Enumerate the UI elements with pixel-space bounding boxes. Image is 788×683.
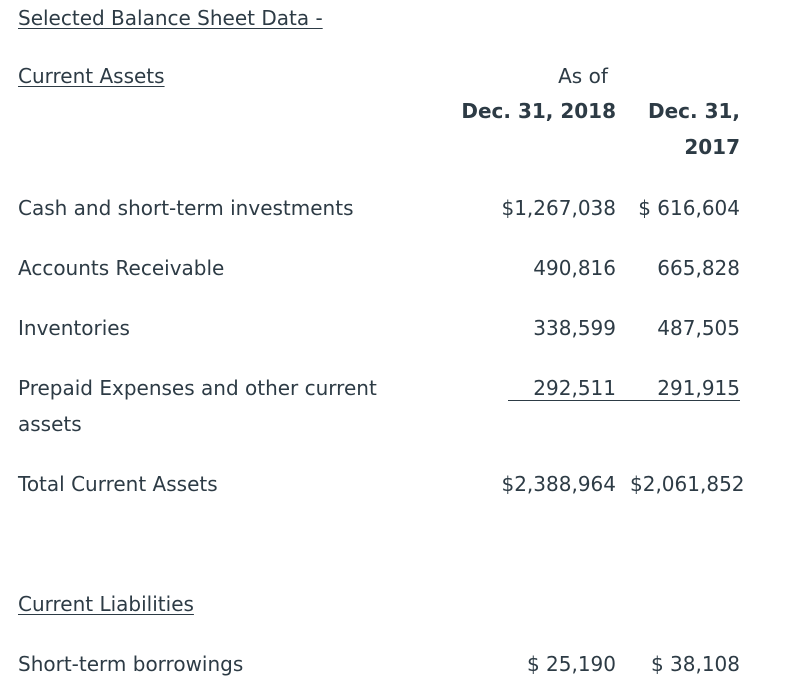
- short-term-borrowings-2017-value: $ 38,108: [650, 652, 740, 676]
- cash-2017-value: $ 616,604: [638, 196, 740, 220]
- column-header-2018: Dec. 31, 2018: [461, 99, 616, 123]
- inventories-2017-value: 487,505: [657, 316, 740, 340]
- accounts-receivable-2018-value: 490,816: [533, 256, 616, 280]
- prepaid-expenses-2018-value: 292,511: [533, 376, 616, 400]
- row-label-prepaid-expenses-line2: assets: [18, 412, 82, 436]
- row-label-short-term-borrowings: Short-term borrowings: [18, 652, 244, 676]
- row-label-prepaid-expenses-line1: Prepaid Expenses and other current: [18, 376, 377, 400]
- total-current-assets-2017-value: $2,061,852: [630, 472, 745, 496]
- column-header-2017-line2: 2017: [684, 135, 740, 159]
- row-label-cash: Cash and short-term investments: [18, 196, 354, 220]
- accounts-receivable-2017-value: 665,828: [657, 256, 740, 280]
- cash-2018-value: $1,267,038: [501, 196, 616, 220]
- current-liabilities-heading: Current Liabilities: [18, 592, 194, 616]
- prepaid-expenses-2017-value: 291,915: [657, 376, 740, 400]
- short-term-borrowings-2018-value: $ 25,190: [526, 652, 616, 676]
- row-label-inventories: Inventories: [18, 316, 130, 340]
- subtotal-underline: [508, 400, 740, 401]
- inventories-2018-value: 338,599: [533, 316, 616, 340]
- total-current-assets-2018-value: $2,388,964: [501, 472, 616, 496]
- row-label-accounts-receivable: Accounts Receivable: [18, 256, 225, 280]
- row-label-total-current-assets: Total Current Assets: [18, 472, 218, 496]
- page-title: Selected Balance Sheet Data -: [18, 6, 323, 30]
- current-assets-heading: Current Assets: [18, 64, 165, 88]
- column-header-2017-line1: Dec. 31,: [647, 99, 740, 123]
- as-of-header: As of: [558, 64, 608, 88]
